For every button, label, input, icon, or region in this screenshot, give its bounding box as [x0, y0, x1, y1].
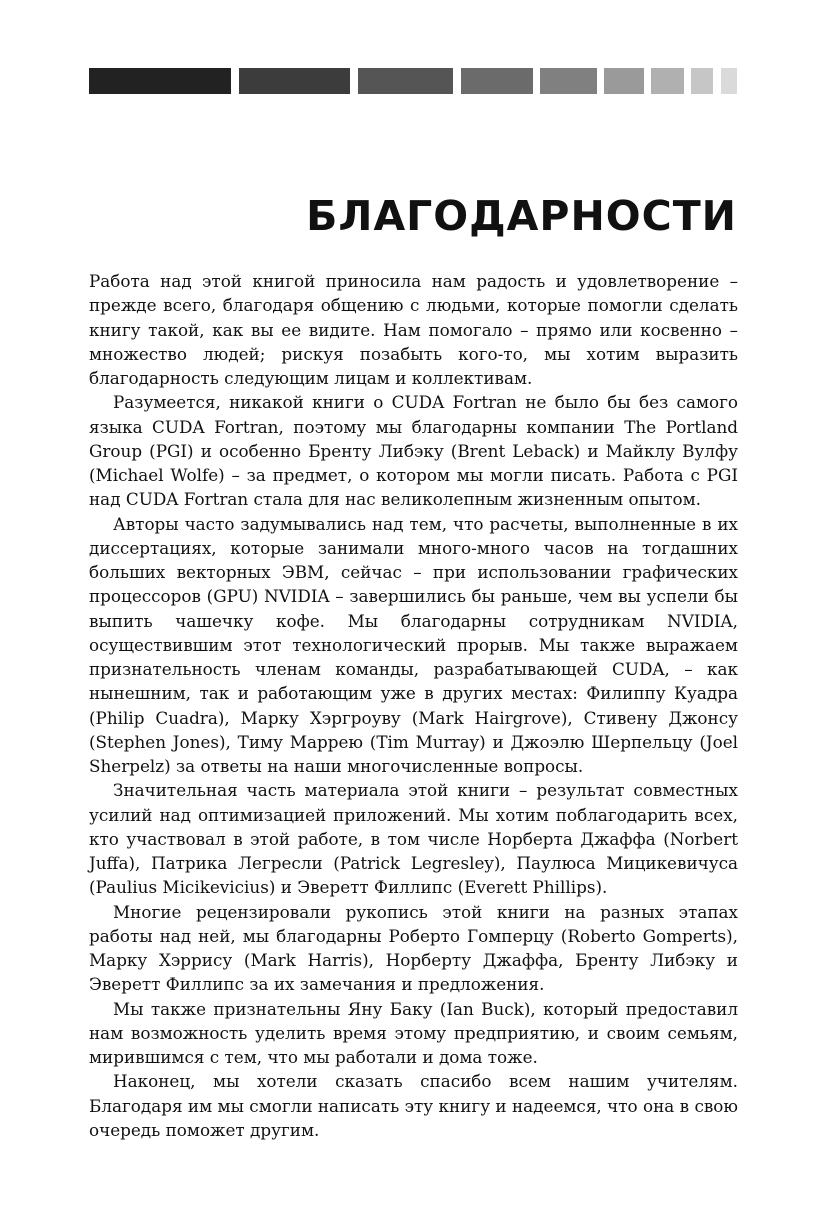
- decorative-header-bars: [89, 68, 737, 94]
- header-bar: [691, 68, 713, 94]
- header-bar: [540, 68, 597, 94]
- header-bar: [239, 68, 350, 94]
- header-bar: [651, 68, 684, 94]
- paragraph: Многие рецензировали рукопись этой книги на разных этапах работы над ней, мы благодарны Роберто Гомперцу (Roberto Gomperts), Марку Хэррису (Mark Harris), Норберту Джаффа, Бренту Либэку и Эверетт Филлипс за их замечания и предложения.: [89, 901, 738, 995]
- body-text: [89, 269, 738, 1142]
- header-bar: [721, 68, 737, 94]
- header-bar: [461, 68, 533, 94]
- paragraph: Авторы часто задумывались над тем, что расчеты, выполненные в их диссертациях, которые занимали много-много часов на тогдашних больших векторных ЭВМ, сейчас – при использовании графических процессоров (GPU) NVIDIA – завершились бы раньше, чем вы успели бы выпить чашечку кофе. Мы благодарны сотрудникам NVIDIA, осуществившим этот технологический прорыв. Мы также выражаем признательность членам команды, разрабатывающей CUDA, – как нынешним, так и работающим уже в других местах: Филиппу Куадра (Philip Cuadra), Марку Хэргроуву (Mark Hairgrove), Стивену Джонсу (Stephen Jones), Тиму Маррею (Tim Murray) и Джоэлю Шерпельцу (Joel Sherpelz) за ответы на наши многочисленные вопросы.: [89, 513, 738, 776]
- paragraph: Наконец, мы хотели сказать спасибо всем нашим учителям. Благодаря им мы смогли написать эту книгу и надеемся, что она в свою очередь поможет другим.: [89, 1071, 738, 1140]
- header-bar: [358, 68, 453, 94]
- chapter-title: БЛАГОДАРНОСТИ: [306, 192, 737, 240]
- paragraph: Разумеется, никакой книги о CUDA Fortran не было бы без самого языка CUDA Fortran, поэтому мы благодарны компании The Portland Group (PGI) и особенно Бренту Либэку (Brent Leback) и Майклу Вулфу (Michael Wolfe) – за предмет, о котором мы могли писать. Работа с PGI над CUDA Fortran стала для нас великолепным жизненным опытом.: [89, 392, 738, 510]
- paragraph: Мы также признательны Яну Баку (Ian Buck), который предоставил нам возможность уделить время этому предприятию, и своим семьям, мирившимся с тем, что мы работали и дома тоже.: [89, 998, 738, 1067]
- paragraph: Значительная часть материала этой книги – результат совместных усилий над оптимизацией приложений. Мы хотим поблагодарить всех, кто участвовал в этой работе, в том числе Норберта Джаффа (Norbert Juffa), Патрика Легресли (Patrick Legresley), Паулюса Мицикевичуса (Paulius Micikevicius) и Эверетт Филлипс (Everett Phillips).: [89, 780, 738, 898]
- header-bar: [604, 68, 644, 94]
- paragraph: Работа над этой книгой приносила нам радость и удовлетворение – прежде всего, благодаря общению с людьми, которые помогли сделать книгу такой, как вы ее видите. Нам помогало – прямо или косвенно – множество людей; рискуя позабыть кого-то, мы хотим выразить благодарность следующим лицам и коллективам.: [89, 271, 738, 388]
- header-bar: [89, 68, 231, 94]
